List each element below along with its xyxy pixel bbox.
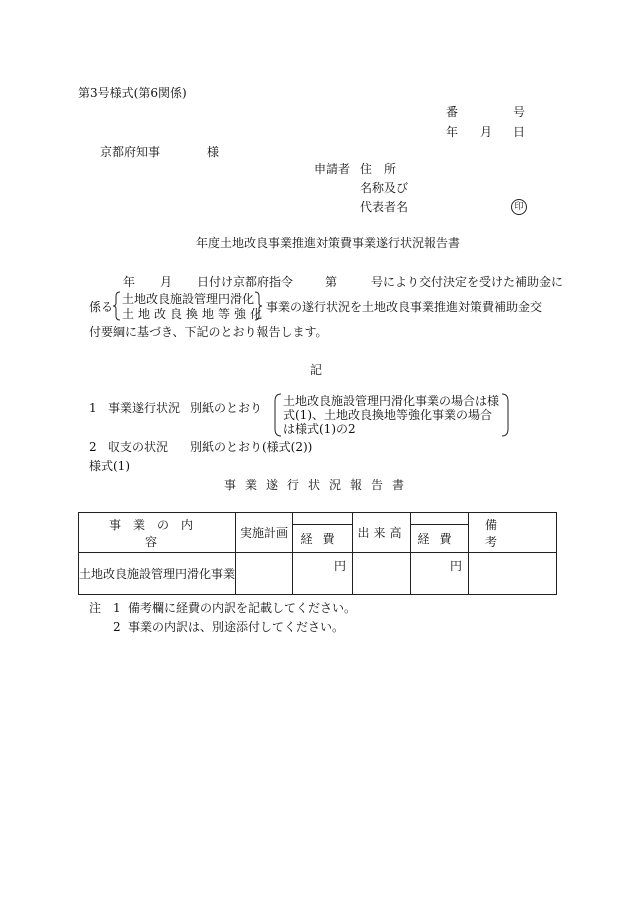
left-brace-icon xyxy=(112,291,122,321)
right-brace-icon xyxy=(253,291,263,321)
body-line2-rest: 事業の遂行状況を土地改良事業推進対策費補助金交 xyxy=(266,300,543,314)
seal-mark: 印 xyxy=(511,199,527,215)
header-cost2: 経費 xyxy=(411,525,469,553)
applicant-representative-label: 代表者名 xyxy=(360,200,409,214)
body-line1-rest: 号により交付決定を受けた補助金に xyxy=(371,275,564,289)
header-cost1: 経費 xyxy=(293,525,353,553)
header-plan: 実施計画 xyxy=(236,513,293,553)
table-title: 事業遂行状況報告書 xyxy=(224,478,414,492)
document-title: 年度土地改良事業推進対策費事業遂行状況報告書 xyxy=(196,236,461,250)
note2-text: 事業の内訳は、別途添付してください。 xyxy=(128,620,345,634)
note2-number: 2 xyxy=(113,620,121,634)
item2-number: 2 xyxy=(89,440,97,454)
note1-number: 1 xyxy=(113,601,121,615)
body-option-1: 土地改良施設管理円滑化 xyxy=(122,292,255,306)
notes-prefix: 注 xyxy=(89,601,102,615)
body-option-2: 土地改良換地等強化 xyxy=(122,307,267,321)
body-dai: 第 xyxy=(325,275,338,289)
item1-note-line-1: 土地改良施設管理円滑化事業の場合は様 xyxy=(283,394,500,408)
row-remarks-value xyxy=(469,553,557,595)
header-cost2-top xyxy=(411,513,469,525)
row-project-name: 土地改良施設管理円滑化事業 xyxy=(79,553,236,595)
item1-value: 別紙のとおり xyxy=(190,401,263,415)
header-cost1-top xyxy=(293,513,353,525)
item2-label: 収支の状況 xyxy=(108,440,169,454)
body-date-directive: 日付け京都府指令 xyxy=(197,275,294,289)
addressee: 京都府知事 xyxy=(100,145,161,159)
form-number: 第3号様式(第6関係) xyxy=(78,86,187,100)
applicant-name-label: 名称及び xyxy=(360,181,409,195)
item1-right-paren-icon xyxy=(500,393,510,437)
applicant-label: 申請者 xyxy=(314,162,351,176)
item1-number: 1 xyxy=(89,401,97,415)
header-remarks: 備考 xyxy=(469,513,557,553)
addressee-honorific: 様 xyxy=(207,145,220,159)
date-day: 日 xyxy=(513,125,526,139)
body-month: 月 xyxy=(160,275,173,289)
date-month: 月 xyxy=(480,125,493,139)
number-go: 号 xyxy=(513,105,526,119)
progress-table xyxy=(78,512,557,595)
item1-left-paren-icon xyxy=(273,393,283,437)
date-year: 年 xyxy=(446,125,459,139)
body-kakaru: 係る xyxy=(89,300,114,314)
item1-note-line-2: 式(1)、土地改良換地等強化事業の場合 xyxy=(283,408,492,422)
number-ban: 番 xyxy=(446,105,459,119)
applicant-address-label: 住 所 xyxy=(360,162,397,176)
body-line3: 付要綱に基づき、下記のとおり報告します。 xyxy=(89,325,328,339)
item2-value: 別紙のとおり(様式(2)) xyxy=(190,440,313,454)
item1-label: 事業遂行状況 xyxy=(108,401,181,415)
item1-note-line-3: は様式(1)の2 xyxy=(283,422,356,436)
header-result: 出来高 xyxy=(353,513,411,553)
row-result-value xyxy=(353,553,411,595)
note1-text: 備考欄に経費の内訳を記載してください。 xyxy=(128,601,357,615)
row-cost1-unit: 円 xyxy=(293,553,353,595)
row-plan-value xyxy=(236,553,293,595)
header-content: 事業の内容 xyxy=(79,513,236,553)
body-year: 年 xyxy=(123,275,136,289)
sub-form-label: 様式(1) xyxy=(89,459,130,473)
ki-heading: 記 xyxy=(310,363,323,377)
row-cost2-unit: 円 xyxy=(411,553,469,595)
